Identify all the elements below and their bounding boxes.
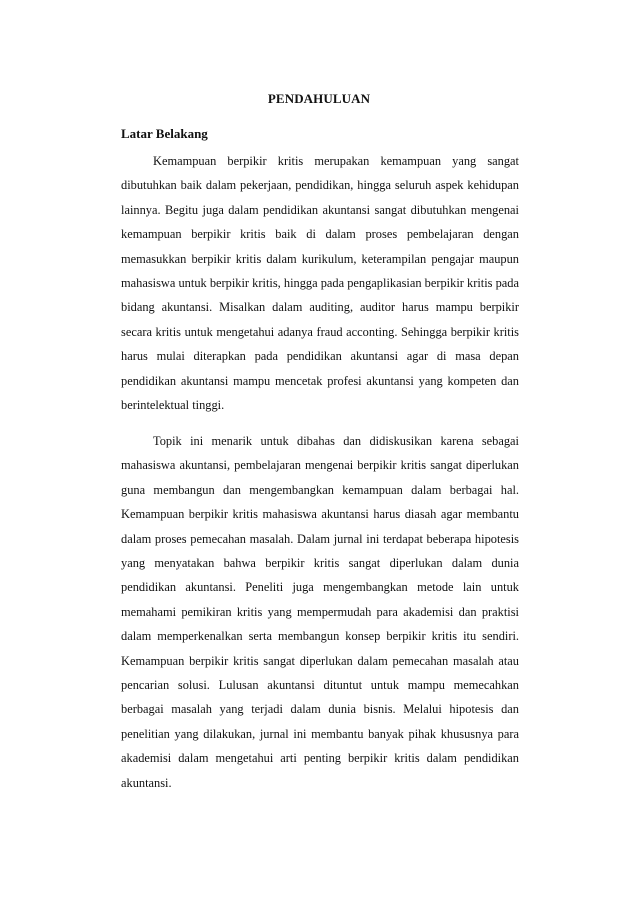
- section-heading: Latar Belakang: [121, 126, 208, 141]
- paragraph-2: Topik ini menarik untuk dibahas dan didiskusikan karena sebagai mahasiswa akuntansi, pembelajaran mengenai berpikir kritis sangat diperlukan guna membangun dan mengembangkan kemampuan dalam berbagai hal. Kemampuan berpikir kritis mahasiswa akuntansi harus diasah agar membantu dalam proses pemecahan masalah. Dalam jurnal ini terdapat beberapa hipotesis yang menyatakan bahwa berpikir kritis sangat diperlukan dalam dunia pendidikan akuntansi. Peneliti juga mengembangkan metode lain untuk memahami pemikiran kritis yang mempermudah para akademisi dan praktisi dalam memperkenalkan serta membangun konsep berpikir kritis itu sendiri. Kemampuan berpikir kritis sangat diperlukan dalam pemecahan masalah atau pencarian solusi. Lulusan akuntansi dituntut untuk mampu memecahkan berbagai masalah yang terjadi dalam dunia bisnis. Melalui hipotesis dan penelitian yang dilakukan, jurnal ini membantu banyak pihak khususnya para akademisi dalam mengetahui arti penting berpikir kritis dalam pendidikan akuntansi.: [121, 434, 519, 790]
- page-title: PENDAHULUAN: [267, 91, 371, 106]
- paragraph-1: Kemampuan berpikir kritis merupakan kemampuan yang sangat dibutuhkan baik dalam pekerjaan, pendidikan, hingga seluruh aspek kehidupan lainnya. Begitu juga dalam pendidikan akuntansi sangat dibutuhkan mengenai kemampuan berpikir kritis baik di dalam proses pembelajaran dengan memasukkan berpikir kritis dalam kurikulum, keterampilan pengajar maupun mahasiswa untuk berpikir kritis, hingga pada pengaplikasian berpikir kritis pada bidang akuntansi. Misalkan dalam auditing, auditor harus mampu berpikir secara kritis untuk mengetahui adanya fraud acconting. Sehingga berpikir kritis harus mulai diterapkan pada pendidikan akuntansi agar di masa depan pendidikan akuntansi mampu mencetak profesi akuntansi yang kompeten dan berintelektual tinggi.: [121, 154, 519, 413]
